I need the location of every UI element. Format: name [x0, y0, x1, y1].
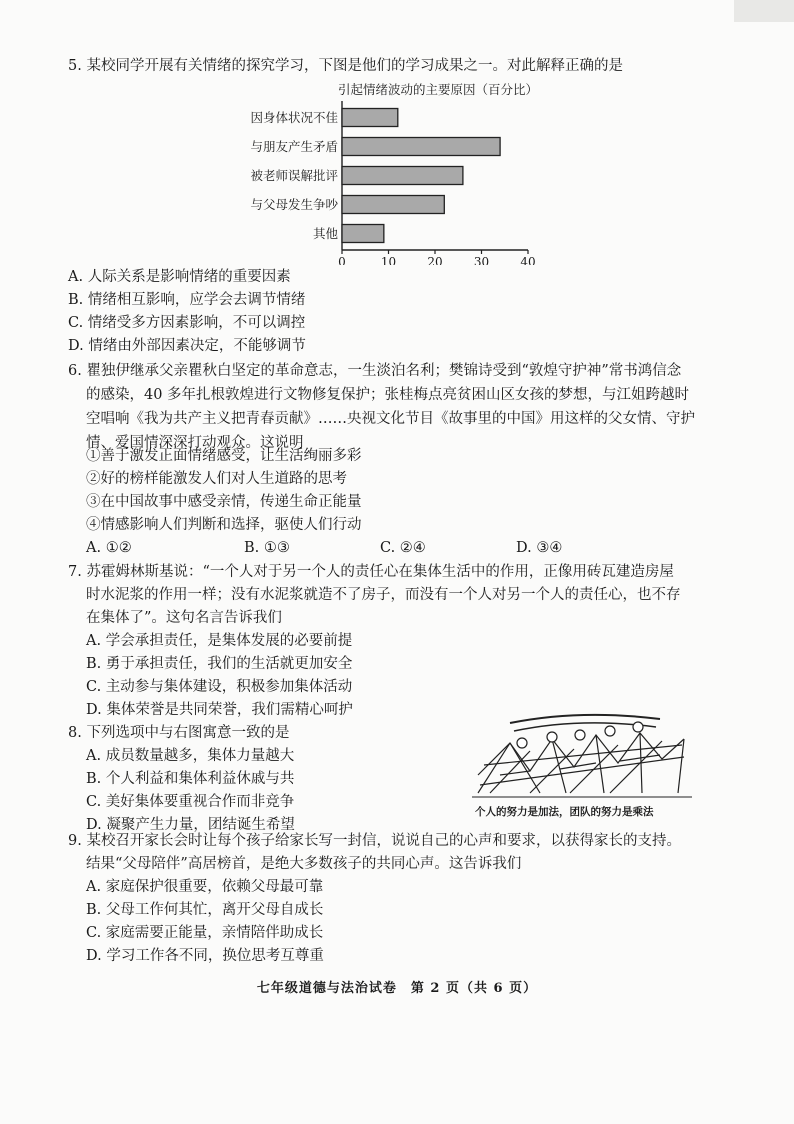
- q5-option-d[interactable]: D. 情绪由外部因素决定，不能够调节: [68, 338, 306, 354]
- q6-line-4: 情、爱国情深深打动观众。这说明: [86, 435, 304, 451]
- x-tick-label: 10: [380, 255, 397, 265]
- category-label: 与父母发生争吵: [250, 197, 338, 212]
- q9-line-2: 结果“父母陪伴”高居榜首，是绝大多数孩子的共同心声。这告诉我们: [86, 856, 522, 872]
- q8-option-d[interactable]: D. 凝聚产生力量，团结诞生希望: [86, 817, 295, 833]
- q7-line-3: 在集体了”。这句名言告诉我们: [86, 610, 282, 626]
- q9-option-b[interactable]: B. 父母工作何其忙，离开父母自成长: [86, 902, 324, 918]
- illustration-caption: 个人的努力是加法，团队的努力是乘法: [475, 806, 654, 818]
- x-tick-label: 0: [338, 255, 346, 265]
- category-label: 因身体状况不佳: [250, 110, 338, 125]
- q7-option-d[interactable]: D. 集体荣誉是共同荣誉，我们需精心呵护: [86, 702, 353, 718]
- chart-title: 引起情绪波动的主要原因（百分比）: [338, 82, 539, 97]
- teamwork-illustration: [470, 705, 700, 805]
- q9-option-a[interactable]: A. 家庭保护很重要，依赖父母最可靠: [86, 879, 324, 895]
- q6-statement-1: ①善于激发正面情绪感受，让生活绚丽多彩: [86, 448, 362, 464]
- q9-line-1: 9. 某校召开家长会时让每个孩子给家长写一封信，说说自己的心声和要求，以获得家长的支持。: [68, 833, 681, 849]
- x-tick-label: 30: [473, 255, 490, 265]
- bar: [342, 138, 500, 156]
- q6-line-2: 的感染，40 多年扎根敦煌进行文物修复保护；张桂梅点亮贫困山区女孩的梦想，与江姐跨越时: [86, 387, 690, 403]
- q6-choice-b[interactable]: B. ①③: [244, 540, 290, 556]
- q6-choice-a[interactable]: A. ①②: [86, 540, 132, 556]
- category-label: 被老师误解批评: [250, 168, 338, 183]
- q8-option-b[interactable]: B. 个人利益和集体利益休戚与共: [86, 771, 295, 787]
- q6-line-3: 空唱响《我为共产主义把青春贡献》……央视文化节目《故事里的中国》用这样的父女情、守护: [86, 411, 695, 427]
- q5-option-a[interactable]: A. 人际关系是影响情绪的重要因素: [68, 269, 291, 285]
- q6-line-1: 6. 瞿独伊继承父亲瞿秋白坚定的革命意志，一生淡泊名利；樊锦诗受到“敦煌守护神”常书鸿信念: [68, 363, 682, 379]
- q7-option-a[interactable]: A. 学会承担责任，是集体发展的必要前提: [86, 633, 353, 649]
- q6-statement-2: ②好的榜样能激发人们对人生道路的思考: [86, 471, 347, 487]
- bar: [342, 109, 398, 127]
- page-footer: 七年级道德与法治试卷 第 2 页（共 6 页）: [256, 981, 538, 996]
- q9-option-c[interactable]: C. 家庭需要正能量，亲情陪伴助成长: [86, 925, 324, 941]
- bar: [342, 196, 444, 214]
- q5-stem: 5. 某校同学开展有关情绪的探究学习，下图是他们的学习成果之一。对此解释正确的是: [68, 58, 623, 74]
- x-tick-label: 20: [427, 255, 443, 265]
- bar: [342, 225, 384, 243]
- q6-choice-c[interactable]: C. ②④: [380, 540, 426, 556]
- q7-option-b[interactable]: B. 勇于承担责任，我们的生活就更加安全: [86, 656, 353, 672]
- q6-choice-d[interactable]: D. ③④: [516, 540, 563, 556]
- bar: [342, 167, 463, 185]
- category-label: 其他: [312, 226, 338, 241]
- q8-option-a[interactable]: A. 成员数量越多，集体力量越大: [86, 748, 295, 764]
- q7-line-1: 7. 苏霍姆林斯基说：“一个人对于另一个人的责任心在集体生活中的作用，正像用砖瓦建造房屋: [68, 564, 674, 580]
- q5-option-c[interactable]: C. 情绪受多方因素影响，不可以调控: [68, 315, 306, 331]
- q7-option-c[interactable]: C. 主动参与集体建设，积极参加集体活动: [86, 679, 353, 695]
- q8-stem: 8. 下列选项中与右图寓意一致的是: [68, 725, 290, 741]
- scan-corner: [734, 0, 794, 22]
- q6-statement-3: ③在中国故事中感受亲情，传递生命正能量: [86, 494, 362, 510]
- category-label: 与朋友产生矛盾: [250, 139, 338, 154]
- q7-line-2: 时水泥浆的作用一样；没有水泥浆就造不了房子，而没有一个人对另一个人的责任心，也不存: [86, 587, 681, 603]
- q9-option-d[interactable]: D. 学习工作各不同，换位思考互尊重: [86, 948, 324, 964]
- bar-chart: [0, 95, 794, 265]
- q6-statement-4: ④情感影响人们判断和选择，驱使人们行动: [86, 517, 362, 533]
- x-tick-label: 40: [520, 255, 536, 265]
- q5-option-b[interactable]: B. 情绪相互影响，应学会去调节情绪: [68, 292, 306, 308]
- q8-option-c[interactable]: C. 美好集体要重视合作而非竞争: [86, 794, 295, 810]
